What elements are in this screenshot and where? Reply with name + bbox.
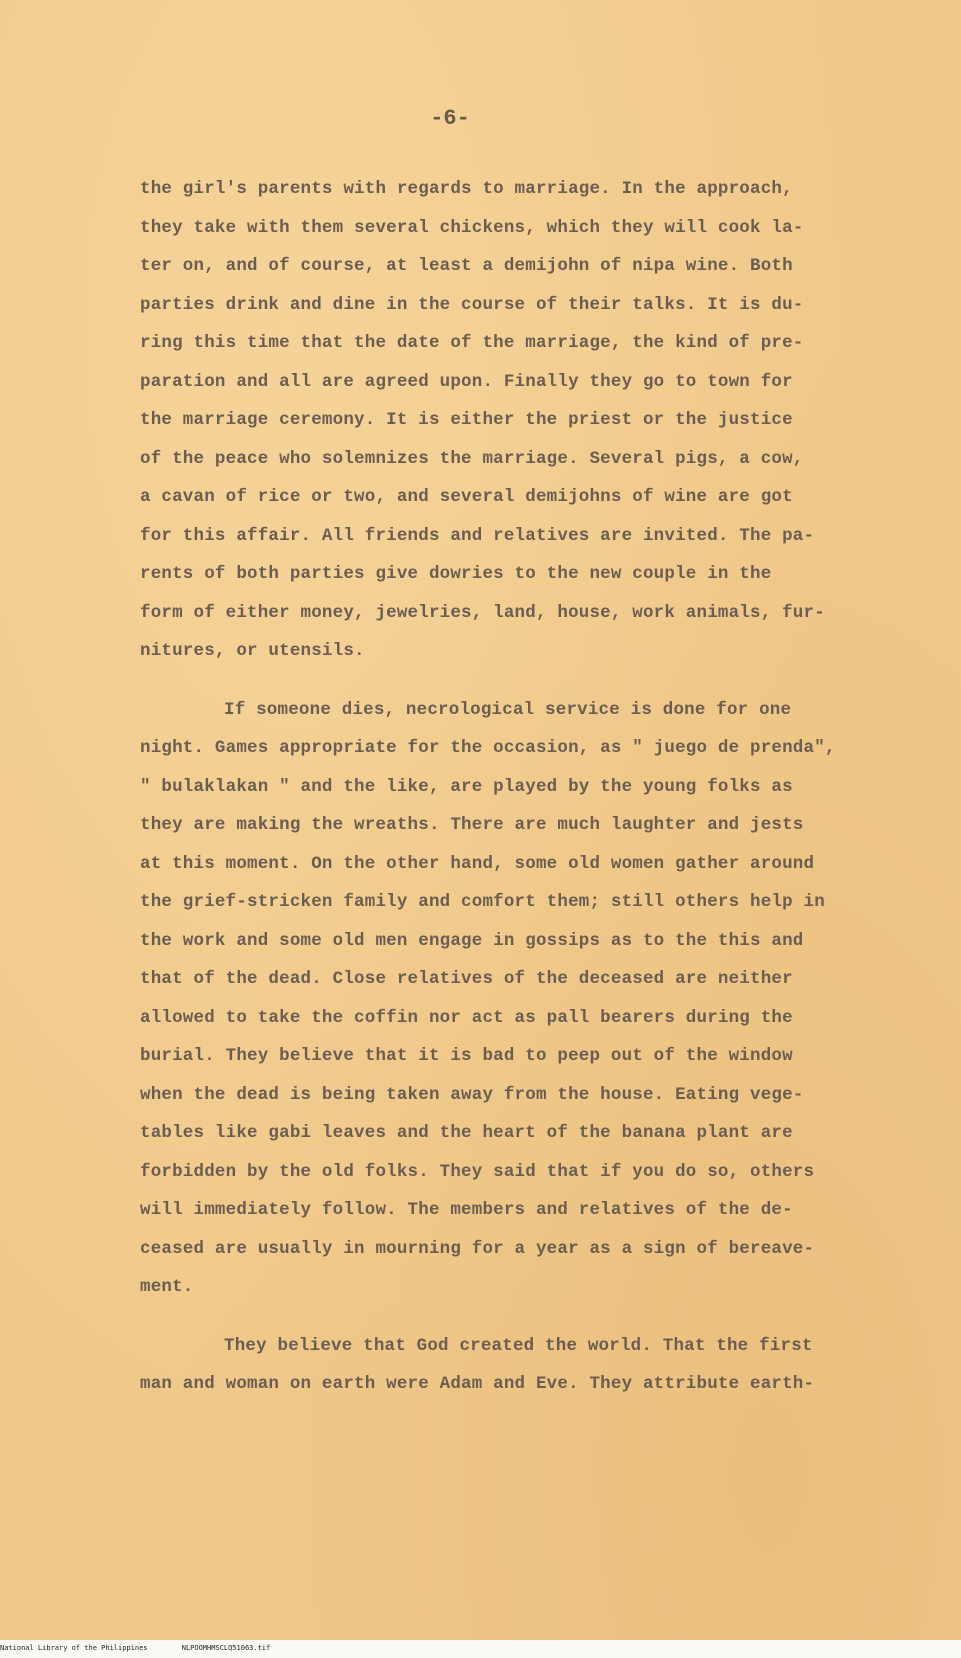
scan-footer — [0, 1644, 961, 1658]
text-line: the grief-stricken family and comfort them; still others help in — [140, 892, 825, 912]
text-line: " bulaklakan " and the like, are played by the young folks as — [140, 776, 793, 797]
text-line: form of either money, jewelries, land, house, work animals, fur- — [140, 602, 825, 623]
document-body — [140, 170, 840, 1404]
text-line: forbidden by the old folks. They said that if you do so, others — [140, 1161, 815, 1182]
text-line: that of the dead. Close relatives of the deceased are neither — [140, 969, 793, 989]
text-line: allowed to take the coffin nor act as pall bearers during the — [140, 1007, 793, 1028]
text-line: man and woman on earth were Adam and Eve. They attribute earth- — [140, 1374, 815, 1394]
library-credit: National Library of the Philippines — [0, 1644, 148, 1652]
text-line: tables like gabi leaves and the heart of the banana plant are — [140, 1123, 793, 1143]
text-line: ceased are usually in mourning for a year as a sign of bereave- — [140, 1238, 815, 1259]
text-line: parties drink and dine in the course of their talks. It is du- — [140, 294, 804, 315]
text-line: the work and some old men engage in gossips as to the this and — [140, 930, 804, 951]
paragraph-courtship — [140, 170, 840, 671]
text-line: the girl's parents with regards to marriage. In the approach, — [140, 179, 793, 199]
text-line: ter on, and of course, at least a demijohn of nipa wine. Both — [140, 256, 793, 276]
text-line: when the dead is being taken away from the house. Eating vege- — [140, 1084, 804, 1105]
text-line: paration and all are agreed upon. Finally they go to town for — [140, 371, 793, 392]
text-line: They believe that God created the world. That the first — [224, 1335, 813, 1356]
text-line: ment. — [140, 1277, 194, 1297]
text-line: nitures, or utensils. — [140, 641, 365, 661]
paragraph-death-customs — [140, 691, 840, 1307]
text-line: If someone dies, necrological service is done for one — [224, 699, 792, 720]
text-line: burial. They believe that it is bad to peep out of the window — [140, 1046, 793, 1066]
text-line: at this moment. On the other hand, some old women gather around — [140, 853, 815, 874]
text-line: night. Games appropriate for the occasion, as " juego de prenda", — [140, 738, 836, 758]
text-line: they are making the wreaths. There are much laughter and jests — [140, 815, 804, 835]
text-line: will immediately follow. The members and relatives of the de- — [140, 1200, 793, 1220]
text-line: ring this time that the date of the marriage, the kind of pre- — [140, 333, 804, 353]
page-number: -6- — [430, 106, 470, 131]
text-line: a cavan of rice or two, and several demijohns of wine are got — [140, 487, 793, 507]
text-line: for this affair. All friends and relatives are invited. The pa- — [140, 525, 815, 546]
paragraph-beliefs — [140, 1327, 840, 1404]
file-id: NLPOOMHMSCLQ51063.tif — [181, 1644, 271, 1652]
text-line: rents of both parties give dowries to the new couple in the — [140, 564, 772, 584]
text-line: the marriage ceremony. It is either the priest or the justice — [140, 410, 793, 430]
text-line: of the peace who solemnizes the marriage. Several pigs, a cow, — [140, 448, 804, 469]
text-line: they take with them several chickens, which they will cook la- — [140, 217, 804, 238]
